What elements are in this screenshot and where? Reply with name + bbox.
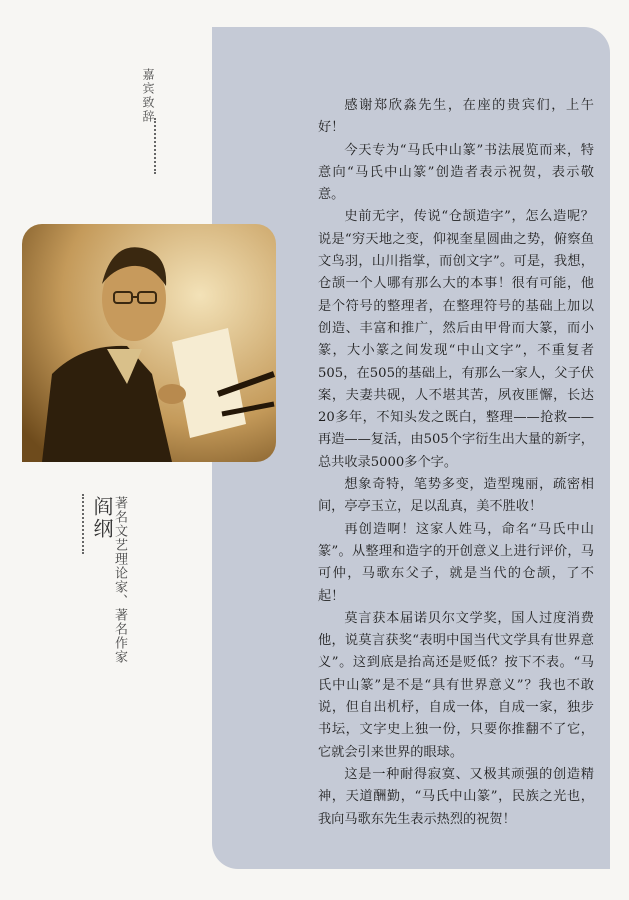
- author-name: 阎纲: [90, 496, 114, 540]
- paragraph: 莫言获本届诺贝尔文学奖，国人过度消费他，说莫言获奖“表明中国当代文学具有世界意义”。这到底是抬高还是贬低？按下不表。“马氏中山篆”是不是“具有世界意义”？我也不敢说，但自出机杼，自成一体，自成一家，独步书坛，文字史上独一份，只要你推翻不了它，它就会引来世界的眼球。: [318, 610, 594, 760]
- section-label: 嘉宾致辞: [141, 68, 155, 124]
- dotted-divider: [82, 494, 84, 554]
- paragraph: 这是一种耐得寂寞、又极其顽强的创造精神，天道酬勤，“马氏中山篆”，民族之光也，我向马歌东先生表示热烈的祝贺！: [318, 766, 594, 827]
- paragraph: 想象奇特，笔势多变，造型瑰丽，疏密相间，亭亭玉立，足以乱真，美不胜收！: [318, 477, 594, 515]
- paragraph: 再创造啊！这家人姓马，命名“马氏中山篆”。从整理和造字的开创意义上进行评价，马可仲，马歌东父子，就是当代的仓颉，了不起！: [318, 521, 594, 604]
- speaker-photo: [22, 224, 276, 462]
- author-title: 著名文艺理论家、著名作家: [112, 496, 127, 664]
- speech-text: [318, 95, 594, 831]
- paragraph: 感谢郑欣淼先生，在座的贵宾们，上午好！: [318, 98, 594, 136]
- dotted-divider: [154, 118, 156, 174]
- paragraph: 今天专为“马氏中山篆”书法展览而来，特意向“马氏中山篆”创造者表示祝贺，表示敬意。: [318, 142, 594, 203]
- paragraph: 史前无字，传说“仓颉造字”，怎么造呢？说是“穷天地之变，仰视奎星圆曲之势，俯察鱼文鸟羽，山川指掌，而创文字”。可是，我想，仓颉一个人哪有那么大的本事！很有可能，他是个符号的整理者，在整理符号的基础上加以创造、丰富和推广，然后由甲骨而大篆，而小篆，大小篆之间发现“中山文字”，不重复者505，在505的基础上，有那么一家人，父子伏案，夫妻共砚，人不堪其苦，夙夜匪懈，长达20多年，不知头发之既白，整理——抢救——再造——复活，由505个字衍生出大量的新字，总共收录5000多个字。: [318, 209, 594, 470]
